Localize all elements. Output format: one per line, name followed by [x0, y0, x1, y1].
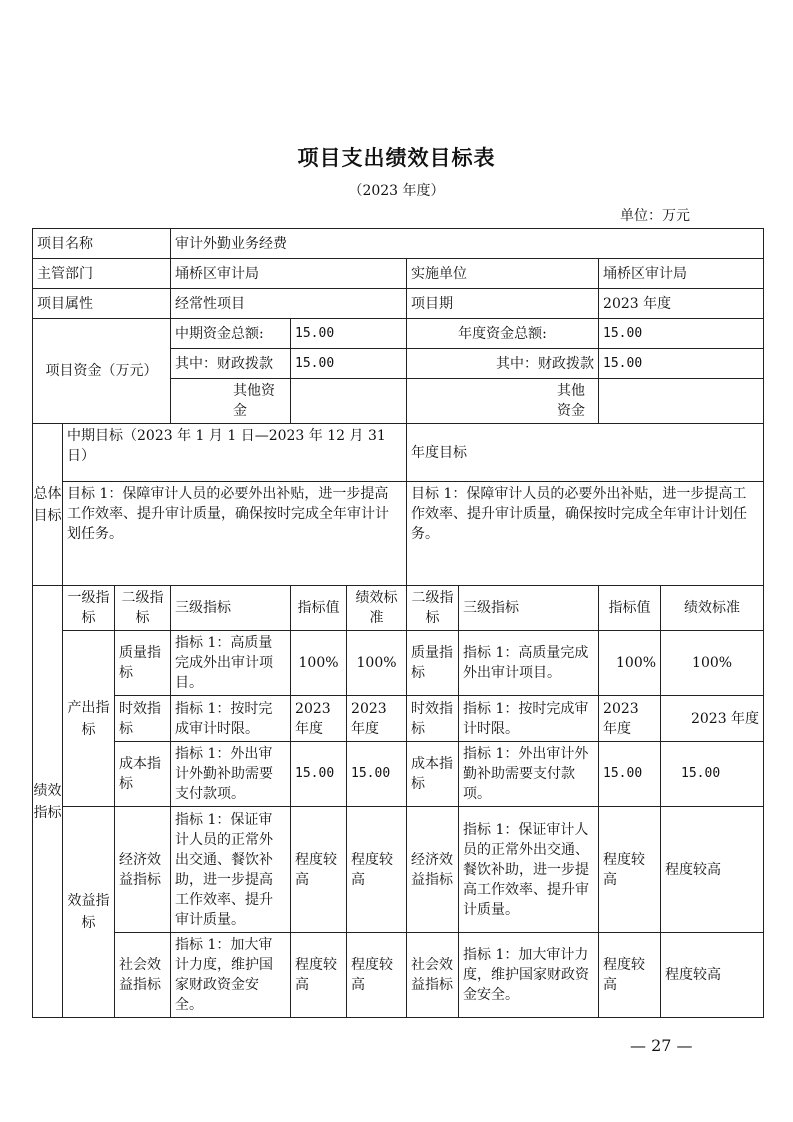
header-level3-annual: 三级指标	[459, 586, 599, 631]
mid-fiscal-value: 15.00	[291, 349, 407, 379]
mid-total-value: 15.00	[291, 319, 407, 349]
header-standard: 绩效标准	[347, 586, 407, 631]
project-name-value: 审计外勤业务经费	[171, 229, 764, 259]
header-level2-annual: 二级指标	[407, 586, 459, 631]
page-number: — 27 —	[630, 1036, 693, 1055]
level3-cell: 指标 1：按时完成审计时限。	[459, 696, 599, 742]
table-row	[33, 586, 764, 631]
table-row	[33, 259, 764, 289]
level2-cell: 经济效益指标	[407, 807, 459, 933]
level2-cell: 时效指标	[407, 696, 459, 742]
benefit-indicator-label: 效益指标	[63, 807, 115, 1018]
project-name-label: 项目名称	[33, 229, 171, 259]
mid-other-label: 其他资金	[171, 379, 291, 424]
page-title: 项目支出绩效目标表	[297, 145, 496, 170]
level2-cell: 时效指标	[115, 696, 171, 742]
level3-cell: 指标 1：高质量完成外出审计项目。	[459, 631, 599, 696]
value-cell: 程度较高	[599, 933, 661, 1018]
level2-cell: 成本指标	[407, 742, 459, 807]
standard-cell: 100%	[347, 631, 407, 696]
annual-goal-text: 目标 1：保障审计人员的必要外出补贴，进一步提高工作效率、提升审计质量，确保按时完成全年审计计划任务。	[407, 482, 764, 586]
table-row	[33, 424, 764, 482]
header-standard-annual: 绩效标准	[661, 586, 764, 631]
table-row	[33, 933, 764, 1018]
output-indicator-label: 产出指标	[63, 631, 115, 807]
level2-cell: 成本指标	[115, 742, 171, 807]
annual-other-label: 其他资金	[407, 379, 599, 424]
impl-value: 埇桥区审计局	[599, 259, 764, 289]
value-cell: 2023 年度	[599, 696, 661, 742]
value-cell: 程度较高	[599, 807, 661, 933]
standard-cell: 程度较高	[347, 933, 407, 1018]
annual-total-value: 15.00	[599, 319, 764, 349]
standard-cell: 100%	[661, 631, 764, 696]
mid-fiscal-label: 其中：财政拨款	[171, 349, 291, 379]
annual-fiscal-label: 其中：财政拨款	[407, 349, 599, 379]
level3-cell: 指标 1：高质量完成外出审计项目。	[171, 631, 291, 696]
mid-total-label: 中期资金总额:	[171, 319, 291, 349]
period-value: 2023 年度	[599, 289, 764, 319]
value-cell: 2023 年度	[291, 696, 347, 742]
standard-cell: 程度较高	[661, 807, 764, 933]
table-row	[33, 229, 764, 259]
header-level1: 一级指标	[63, 586, 115, 631]
standard-cell: 15.00	[661, 742, 764, 807]
dept-label: 主管部门	[33, 259, 171, 289]
dept-value: 埇桥区审计局	[171, 259, 407, 289]
standard-cell: 程度较高	[661, 933, 764, 1018]
overall-goal-side-label: 总体目标	[33, 424, 63, 586]
value-cell: 程度较高	[291, 807, 347, 933]
table-row	[33, 482, 764, 586]
level2-cell: 质量指标	[407, 631, 459, 696]
standard-cell: 2023 年度	[347, 696, 407, 742]
standard-cell: 15.00	[347, 742, 407, 807]
level2-cell: 社会效益指标	[115, 933, 171, 1018]
value-cell: 100%	[291, 631, 347, 696]
level3-cell: 指标 1：加大审计力度，维护国家财政资金安全。	[171, 933, 291, 1018]
attr-label: 项目属性	[33, 289, 171, 319]
mid-goal-text: 目标 1：保障审计人员的必要外出补贴，进一步提高工作效率、提升审计质量，确保按时完成全年审计计划任务。	[63, 482, 407, 586]
unit-label: 单位：万元	[620, 208, 690, 224]
value-cell: 100%	[599, 631, 661, 696]
value-cell: 15.00	[291, 742, 347, 807]
level3-cell: 指标 1：保证审计人员的正常外出交通、餐饮补助，进一步提高工作效率、提升审计质量。	[171, 807, 291, 933]
level2-cell: 经济效益指标	[115, 807, 171, 933]
annual-total-label: 年度资金总额:	[407, 319, 599, 349]
year-subtitle: （2023 年度）	[348, 183, 445, 199]
table-row	[33, 289, 764, 319]
performance-table	[32, 228, 764, 1018]
mid-goal-header: 中期目标（2023 年 1 月 1 日—2023 年 12 月 31 日）	[63, 424, 407, 482]
standard-cell: 程度较高	[347, 807, 407, 933]
level2-cell: 质量指标	[115, 631, 171, 696]
period-label: 项目期	[407, 289, 599, 319]
indicator-side-label: 绩效指标	[33, 586, 63, 1018]
table-row	[33, 807, 764, 933]
level3-cell: 指标 1：外出审计外勤补助需要支付款项。	[459, 742, 599, 807]
fund-label: 项目资金（万元）	[33, 319, 171, 424]
annual-fiscal-value: 15.00	[599, 349, 764, 379]
table-row	[33, 742, 764, 807]
level2-cell: 社会效益指标	[407, 933, 459, 1018]
annual-other-value	[599, 379, 764, 424]
level3-cell: 指标 1：保证审计人员的正常外出交通、餐饮补助，进一步提高工作效率、提升审计质量。	[459, 807, 599, 933]
value-cell: 15.00	[599, 742, 661, 807]
table-row	[33, 319, 764, 349]
header-value: 指标值	[291, 586, 347, 631]
level3-cell: 指标 1：按时完成审计时限。	[171, 696, 291, 742]
level3-cell: 指标 1：加大审计力度，维护国家财政资金安全。	[459, 933, 599, 1018]
attr-value: 经常性项目	[171, 289, 407, 319]
table-row	[33, 631, 764, 696]
header-level3: 三级指标	[171, 586, 291, 631]
value-cell: 程度较高	[291, 933, 347, 1018]
standard-cell: 2023 年度	[661, 696, 764, 742]
mid-other-value	[291, 379, 407, 424]
annual-goal-header: 年度目标	[407, 424, 764, 482]
level3-cell: 指标 1：外出审计外勤补助需要支付款项。	[171, 742, 291, 807]
table-row	[33, 696, 764, 742]
impl-label: 实施单位	[407, 259, 599, 289]
header-level2: 二级指标	[115, 586, 171, 631]
header-value-annual: 指标值	[599, 586, 661, 631]
